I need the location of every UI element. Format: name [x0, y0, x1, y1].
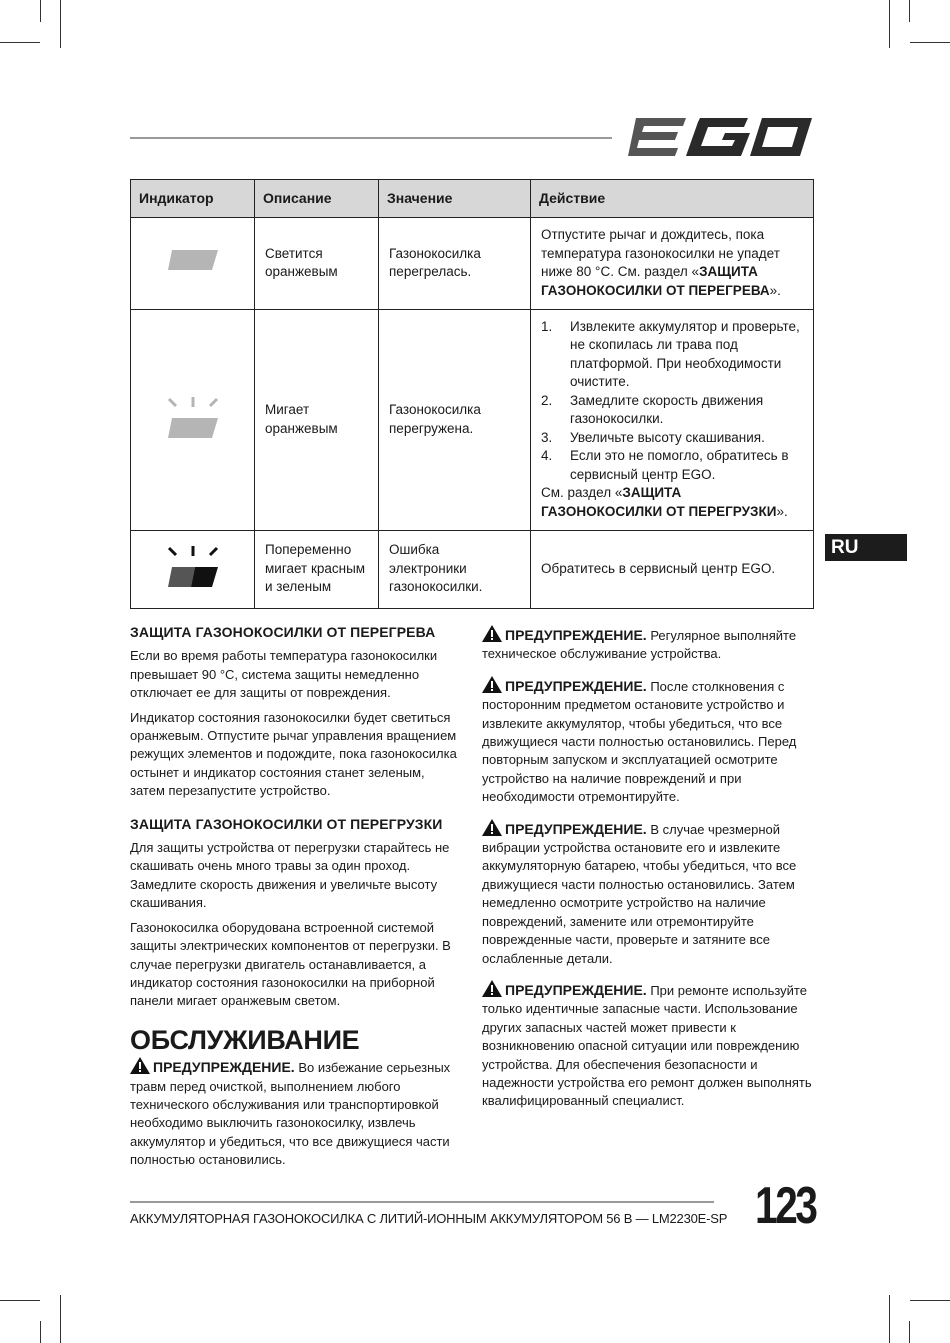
- ego-logo: [628, 116, 812, 160]
- step-text: Извлеките аккумулятор и проверьте, не скопилась ли трава под платформой. При необходимости очистите.: [570, 318, 800, 390]
- list-item: [541, 392, 803, 429]
- crop-mark: [909, 1321, 910, 1343]
- maintenance-warning: [130, 1057, 462, 1169]
- footer-rule: [130, 1201, 714, 1203]
- left-column: [130, 623, 462, 1176]
- red-green-blinking-indicator-icon: [163, 544, 223, 588]
- description-cell: Мигает оранжевым: [255, 309, 379, 530]
- crop-mark: [889, 0, 890, 48]
- table-row: [131, 217, 814, 309]
- crop-mark: [40, 0, 41, 22]
- warning-triangle-icon: [482, 676, 502, 693]
- action-end: ».: [769, 282, 781, 298]
- description-cell: Попеременно мигает красным и зеленым: [255, 530, 379, 608]
- warning-label: ПРЕДУПРЕЖДЕНИЕ.: [153, 1059, 295, 1076]
- crop-mark: [910, 42, 950, 43]
- meaning-cell: Ошибка электроники газонокосилки.: [379, 530, 531, 608]
- crop-mark: [0, 42, 40, 43]
- crop-mark: [60, 0, 61, 48]
- action-text: См. раздел «: [541, 485, 623, 501]
- warning-text: Регулярное выполняйте техническое обслуживание устройства.: [482, 628, 797, 662]
- list-item: [541, 429, 803, 448]
- header-rule: [130, 137, 612, 139]
- warning-text: При ремонте используйте только идентичные запасные части. Использование других запасных частей может привести к возникновению опасной ситуации или повреждению устройства. Для обеспечения безопасности и надежности устройства его ремонт должен выполнять квалифицированный специалист.: [482, 982, 812, 1109]
- warning-text: Во избежание серьезных травм перед очисткой, выполнением любого технического обслуживания или транспортировкой необходимо выключить газонокосилку, извлечь аккумулятор и убедиться, что все движущиеся части полностью остановились.: [130, 1060, 451, 1168]
- crop-mark: [910, 1300, 950, 1301]
- action-cell: [531, 309, 814, 530]
- right-column: [482, 625, 812, 1123]
- warning-block: [482, 676, 812, 807]
- overheat-title: ЗАЩИТА ГАЗОНОКОСИЛКИ ОТ ПЕРЕГРЕВА: [130, 624, 436, 640]
- overload-paragraph: Для защиты устройства от перегрузки старайтесь не скашивать очень много травы за один проход. Замедлите скорость движения и увеличьте высоту скашивания.: [130, 840, 450, 911]
- crop-mark: [909, 0, 910, 22]
- crop-mark: [0, 1300, 40, 1301]
- maintenance-title: ОБСЛУЖИВАНИЕ: [130, 1024, 360, 1055]
- header-action: Действие: [531, 180, 814, 218]
- orange-blinking-indicator-icon: [163, 395, 223, 439]
- indicator-table: [130, 179, 814, 609]
- list-item: [541, 318, 803, 392]
- warning-text: После столкновения с посторонним предметом остановите устройство и извлеките аккумулятор, чтобы убедиться, что все движущиеся части полностью остановились. Перед повторным запуском и эксплуатацией осмотрите устройство на наличие повреждений и при необходимости отремонтируйте.: [482, 678, 797, 805]
- page-number: 123: [755, 1177, 816, 1235]
- table-row: [131, 530, 814, 608]
- description-cell: Светится оранжевым: [255, 217, 379, 309]
- overload-paragraph: Газонокосилка оборудована встроенной системой защиты электрических компонентов от перегрузки. В случае перегрузки двигатель останавливается, а индикатор состояния газонокосилки на приборной панели мигает оранжевым светом.: [130, 919, 451, 1009]
- action-end: ».: [776, 503, 788, 519]
- step-number: 2.: [541, 392, 553, 408]
- step-text: Увеличьте высоту скашивания.: [570, 429, 765, 445]
- action-steps: [541, 318, 803, 485]
- warning-block: [482, 819, 812, 968]
- step-number: 4.: [541, 448, 553, 464]
- crop-mark: [889, 1295, 890, 1343]
- header-meaning: Значение: [379, 180, 531, 218]
- language-tab: RU: [825, 534, 907, 561]
- warning-label: ПРЕДУПРЕЖДЕНИЕ.: [505, 820, 647, 837]
- header-description: Описание: [255, 180, 379, 218]
- table-row: [131, 309, 814, 530]
- action-section-ref: ЗАЩИТА ГАЗОНОКОСИЛКИ ОТ ПЕРЕГРЕВА: [541, 264, 770, 298]
- crop-mark: [40, 1321, 41, 1343]
- indicator-cell: [131, 309, 255, 530]
- footer-text: АККУМУЛЯТОРНАЯ ГАЗОНОКОСИЛКА С ЛИТИЙ-ИОННЫМ АККУМУЛЯТОРОМ 56 В — LM2230E-SP: [130, 1211, 728, 1226]
- step-number: 3.: [541, 429, 553, 445]
- indicator-cell: [131, 530, 255, 608]
- crop-mark: [60, 1295, 61, 1343]
- overheat-paragraph: Индикатор состояния газонокосилки будет светиться оранжевым. Отпустите рычаг управления вращением режущих элементов и подождите, пока газонокосилка остынет и индикатор состояния станет зеленым, затем перезапустите устройство.: [130, 709, 457, 799]
- warning-label: ПРЕДУПРЕЖДЕНИЕ.: [505, 627, 647, 643]
- warning-block: [482, 625, 812, 664]
- warning-block: [482, 980, 812, 1111]
- warning-label: ПРЕДУПРЕЖДЕНИЕ.: [505, 677, 647, 694]
- action-section-ref: ЗАЩИТА ГАЗОНОКОСИЛКИ ОТ ПЕРЕГРУЗКИ: [541, 485, 777, 519]
- action-cell: Обратитесь в сервисный центр EGO.: [531, 530, 814, 608]
- step-number: 1.: [541, 318, 553, 334]
- meaning-cell: Газонокосилка перегружена.: [379, 309, 531, 530]
- overheat-paragraph: Если во время работы температура газонокосилки превышает 90 °С, система защиты немедленно отключает ее для защиты от повреждения.: [130, 648, 438, 701]
- step-text: Если это не помогло, обратитесь в сервисный центр EGO.: [570, 448, 789, 482]
- header-indicator: Индикатор: [131, 180, 255, 218]
- warning-triangle-icon: [482, 980, 502, 997]
- action-text: Отпустите рычаг и дождитесь, пока температура газонокосилки не упадет ниже 80 °С. См. раздел «: [541, 227, 780, 279]
- step-text: Замедлите скорость движения газонокосилки.: [570, 392, 764, 427]
- orange-solid-indicator-icon: [168, 250, 218, 270]
- meaning-cell: Газонокосилка перегрелась.: [379, 217, 531, 309]
- warning-triangle-icon: [482, 819, 502, 836]
- list-item: [541, 447, 803, 484]
- warning-text: В случае чрезмерной вибрации устройства остановите его и извлеките аккумуляторную батарею, чтобы убедиться, что все движущиеся части полностью остановились. Затем немедленно осмотрите устройство на наличие повреждений, замените или отремонтируйте поврежденные части, проверьте и затяните все ослабленные детали.: [482, 821, 797, 966]
- warning-triangle-icon: [130, 1057, 150, 1074]
- overload-title: ЗАЩИТА ГАЗОНОКОСИЛКИ ОТ ПЕРЕГРУЗКИ: [130, 815, 443, 832]
- warning-label: ПРЕДУПРЕЖДЕНИЕ.: [505, 981, 647, 998]
- warning-triangle-icon: [482, 625, 502, 642]
- action-cell: [531, 217, 814, 309]
- indicator-cell: [131, 217, 255, 309]
